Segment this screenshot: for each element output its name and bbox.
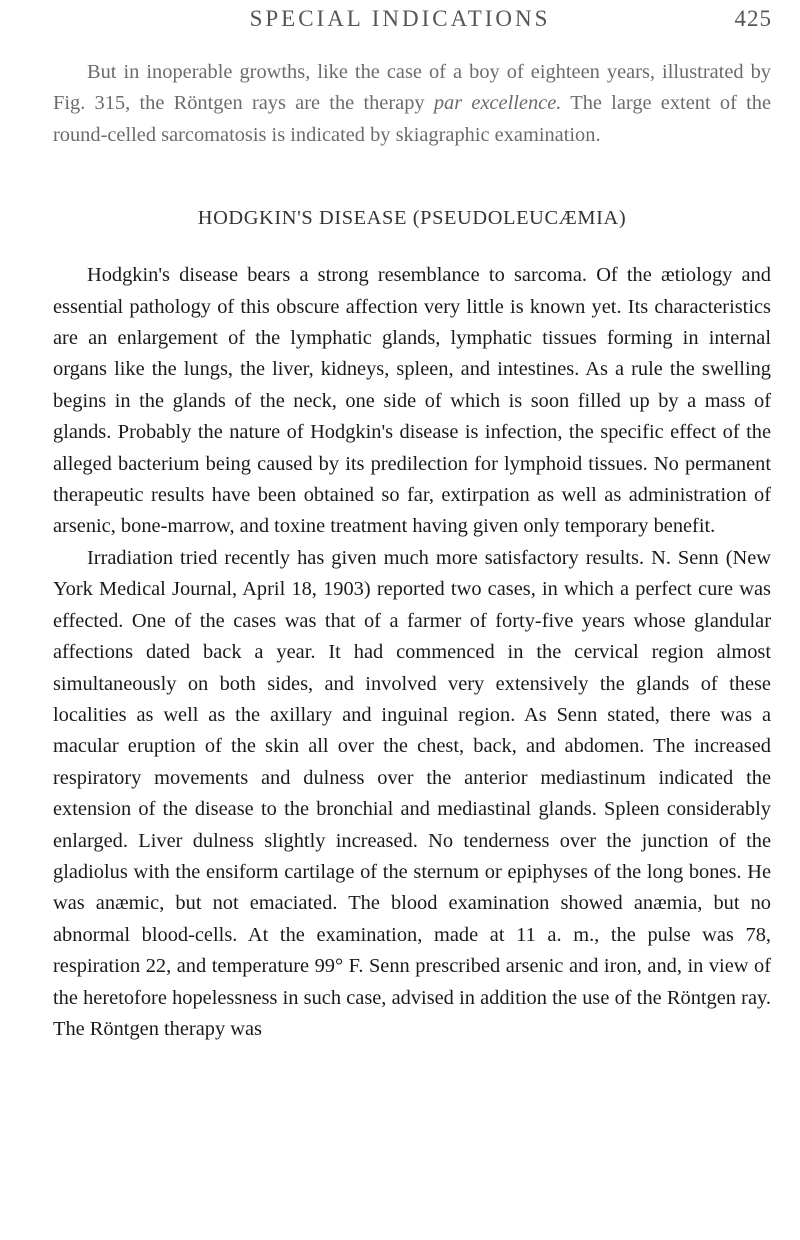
body-text bbox=[53, 57, 771, 1045]
page-number: 425 bbox=[734, 6, 772, 31]
intro-italic-phrase: par excellence. bbox=[433, 92, 562, 115]
section-heading: HODGKIN'S DISEASE (PSEUDOLEUCÆMIA) bbox=[197, 207, 627, 230]
intro-text-b: The large extent of the round-celled sarcomatosis is indicated by skiagraphic examination. bbox=[53, 92, 772, 146]
running-head-title: SPECIAL INDICATIONS bbox=[249, 6, 551, 31]
paragraph-2: Irradiation tried recently has given much more satisfactory results. N. Senn (New York Medical Journal, April 18, 1903) reported two cases, in which a perfect cure was effected. One of the cases was that of a farmer of forty-five years whose glandular affections dated back a year. It had commenced in the cervical region almost simultaneously on both sides, and involved very extensively the glands of these localities as well as the axillary and inguinal region. As Senn stated, there was a macular eruption of the skin all over the chest, back, and abdomen. The increased respiratory movements and dulness over the anterior mediastinum indicated the extension of the disease to the bronchial and mediastinal glands. Spleen considerably enlarged. Liver dulness slightly increased. No tenderness over the junction of the gladiolus with the ensiform cartilage of the sternum or epiphyses of the long bones. He was anæmic, but not emaciated. The blood examination showed anæmia, but no abnormal blood-cells. At the examination, made at 11 a. m., the pulse was 78, respiration 22, and temperature 99° F. Senn prescribed arsenic and iron, and, in view of the heretofore hopelessness in such case, advised in addition the use of the Röntgen ray. The Röntgen therapy was bbox=[53, 546, 771, 1040]
intro-text-a: But in inoperable growths, like the case of a boy of eighteen years, illustrated by Fig. 315, the Röntgen rays are the therapy bbox=[53, 61, 771, 115]
intro-paragraph bbox=[53, 57, 771, 151]
running-head bbox=[0, 6, 800, 42]
paragraph-1: Hodgkin's disease bears a strong resemblance to sarcoma. Of the ætiology and essential pathology of this obscure affection very little is known yet. Its characteristics are an enlargement of the lymphatic glands, lymphatic tissues forming in internal organs like the lungs, the liver, kidneys, spleen, and intestines. As a rule the swelling begins in the glands of the neck, one side of which is soon filled up by a mass of glands. Probably the nature of Hodgkin's disease is infection, the specific effect of the alleged bacterium being caused by its predilection for lymphoid tissues. No permanent therapeutic results have been obtained so far, extirpation as well as administration of arsenic, bone-marrow, and toxine treatment having given only temporary benefit. bbox=[53, 264, 771, 538]
